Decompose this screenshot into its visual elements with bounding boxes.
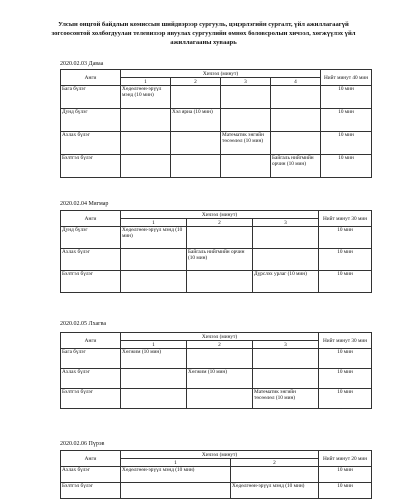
total-cell: 10 мин: [319, 483, 372, 499]
class-name: Ахлах бүлэг: [61, 369, 121, 389]
section-date: 2020.02.04 Мягмар: [60, 201, 109, 207]
table-row: [61, 389, 372, 409]
lesson-cell: [271, 86, 321, 109]
table-row: [61, 155, 372, 178]
class-name: Ахлах бүлэг: [61, 132, 121, 155]
lesson-cell: [187, 227, 253, 249]
total-cell: 10 мин: [319, 467, 372, 483]
lesson-cell: Хөдөлгөөн-эрүүл мэнд (10 мин): [121, 227, 187, 249]
class-name: Бэлтгэл бүлэг: [61, 271, 121, 293]
lesson-cell: [221, 86, 271, 109]
total-cell: 10 мин: [319, 227, 372, 249]
lesson-cell: Хөдөлгөөн-эрүүл мэнд (10 мин): [121, 86, 171, 109]
column-number: 1: [121, 459, 231, 467]
table-row: [61, 349, 372, 369]
lesson-cell: [253, 227, 319, 249]
lesson-cell: [187, 389, 253, 409]
total-cell: 10 мин: [319, 349, 372, 369]
total-header: Нийт минут 20 мин: [319, 451, 372, 467]
column-number: 4: [271, 78, 321, 86]
lesson-cell: Хөдөлгөөн-эрүүл мэнд (10 мин): [121, 467, 231, 483]
column-number: 1: [121, 78, 171, 86]
time-header: Хичээл (минут): [121, 451, 319, 459]
lesson-cell: [121, 249, 187, 271]
class-name: Бэлтгэл бүлэг: [61, 389, 121, 409]
lesson-cell: Байгаль нийгмийн орчин (10 мин): [271, 155, 321, 178]
lesson-cell: Хөгжим (10 мин): [187, 369, 253, 389]
total-cell: 10 мин: [321, 86, 372, 109]
time-header: Хичээл (минут): [121, 333, 319, 341]
class-name: Бага бүлэг: [61, 349, 121, 369]
lesson-cell: Математик энгийн төсөөлөл (10 мин): [221, 132, 271, 155]
total-header: Нийт минут 30 мин: [319, 211, 372, 227]
lesson-cell: [221, 109, 271, 132]
class-name: Бага бүлэг: [61, 86, 121, 109]
class-name: Ахлах бүлэг: [61, 467, 121, 483]
lesson-cell: [221, 155, 271, 178]
lesson-cell: [121, 109, 171, 132]
lesson-cell: [231, 467, 319, 483]
schedule-table: [60, 69, 372, 178]
time-header: Хичээл (минут): [121, 211, 319, 219]
lesson-cell: [187, 349, 253, 369]
total-header: Нийт минут 40 мин: [321, 70, 372, 86]
lesson-cell: [171, 86, 221, 109]
class-header: Анги: [61, 333, 121, 349]
section-date: 2020.02.03 Даваа: [60, 61, 104, 67]
lesson-cell: [253, 369, 319, 389]
table-row: [61, 109, 372, 132]
lesson-cell: [253, 349, 319, 369]
lesson-cell: Хөгжим (10 мин): [121, 349, 187, 369]
class-header: Анги: [61, 70, 121, 86]
table-row: [61, 483, 372, 499]
column-number: 1: [121, 219, 187, 227]
column-number: 2: [171, 78, 221, 86]
schedule-table: [60, 332, 372, 409]
total-cell: 10 мин: [319, 389, 372, 409]
total-cell: 10 мин: [319, 271, 372, 293]
lesson-cell: Хэл яриа (10 мин): [171, 109, 221, 132]
column-number: 3: [253, 341, 319, 349]
column-number: 3: [253, 219, 319, 227]
table-row: [61, 86, 372, 109]
total-cell: 10 мин: [321, 109, 372, 132]
schedule-table: [60, 450, 372, 499]
column-number: 3: [221, 78, 271, 86]
table-row: [61, 467, 372, 483]
lesson-cell: [121, 389, 187, 409]
lesson-cell: [271, 109, 321, 132]
lesson-cell: [121, 132, 171, 155]
table-row: [61, 227, 372, 249]
class-name: Дунд бүлэг: [61, 109, 121, 132]
total-header: Нийт минут 30 мин: [319, 333, 372, 349]
lesson-cell: [171, 155, 221, 178]
column-number: 2: [231, 459, 319, 467]
lesson-cell: [121, 271, 187, 293]
class-name: Бэлтгэл бүлэг: [61, 483, 121, 499]
table-row: [61, 249, 372, 271]
class-header: Анги: [61, 451, 121, 467]
column-number: 2: [187, 219, 253, 227]
schedule-table: [60, 210, 372, 293]
table-row: [61, 271, 372, 293]
lesson-cell: Байгаль нийгмийн орчин (10 мин): [187, 249, 253, 271]
total-cell: 10 мин: [319, 369, 372, 389]
lesson-cell: [271, 132, 321, 155]
class-header: Анги: [61, 211, 121, 227]
lesson-cell: Дүрслэх урлаг (10 мин): [253, 271, 319, 293]
time-header: Хичээл (минут): [121, 70, 321, 78]
lesson-cell: [121, 369, 187, 389]
column-number: 2: [187, 341, 253, 349]
lesson-cell: [187, 271, 253, 293]
lesson-cell: Математик энгийн төсөөлөл (10 мин): [253, 389, 319, 409]
table-row: [61, 369, 372, 389]
total-cell: 10 мин: [321, 155, 372, 178]
document-title: Улсын онцгой байдлын комиссын шийдвэрээр сургууль, цэцэрлэгийн сургалт, үйл ажиллагаагүй зогсоосонтой холбогдуулан телевизээр явуулах сургуулийн өмнөх боловсролын хичээл, хөгжүүлэх үйл ажиллагааны хуваарь: [51, 21, 356, 46]
class-name: Ахлах бүлэг: [61, 249, 121, 271]
total-cell: 10 мин: [319, 249, 372, 271]
lesson-cell: [121, 155, 171, 178]
section-date: 2020.02.06 Пүрэв: [60, 441, 105, 447]
table-row: [61, 132, 372, 155]
class-name: Дунд бүлэг: [61, 227, 121, 249]
section-date: 2020.02.05 Лхагва: [60, 321, 107, 327]
lesson-cell: [121, 483, 231, 499]
lesson-cell: [171, 132, 221, 155]
total-cell: 10 мин: [321, 132, 372, 155]
class-name: Бэлтгэл бүлэг: [61, 155, 121, 178]
lesson-cell: Хөдөлгөөн-эрүүл мэнд (10 мин): [231, 483, 319, 499]
lesson-cell: [253, 249, 319, 271]
column-number: 1: [121, 341, 187, 349]
